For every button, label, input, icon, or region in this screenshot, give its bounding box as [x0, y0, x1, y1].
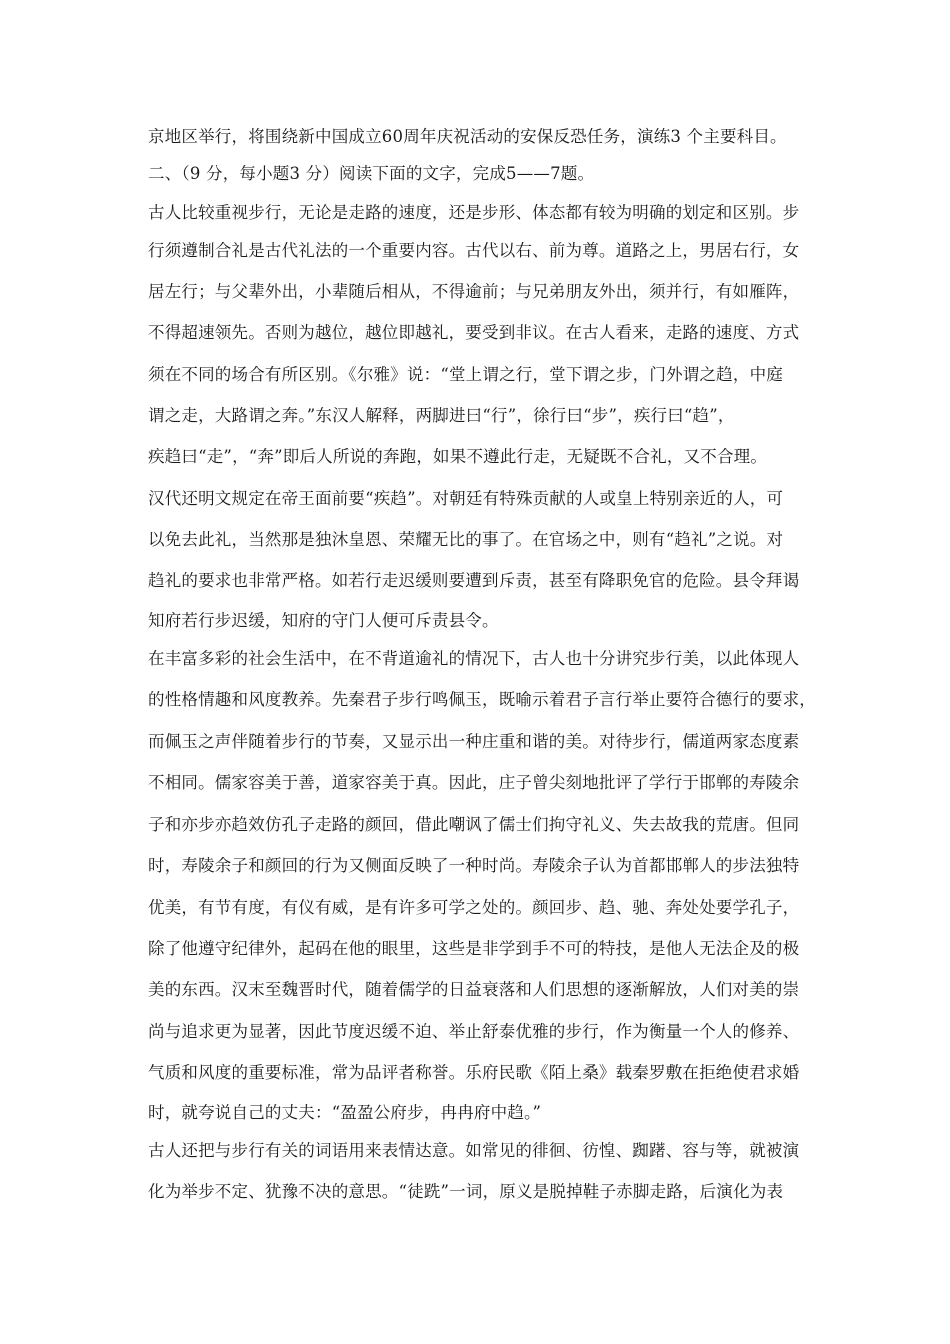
text-line: 优美，有节有度，有仪有威，是有许多可学之处的。颜回步、趋、驰、奔处处要学孔子， [148, 898, 800, 917]
question-heading: 二、（9 分，每小题3 分）阅读下面的文字，完成5——7题。 [148, 164, 595, 183]
text-line: 时，寿陵余子和颜回的行为又侧面反映了一种时尚。寿陵余子认为首都邯郸人的步法独特 [148, 856, 800, 875]
text-line: 谓之走，大路谓之奔。”东汉人解释，两脚进曰“行”，徐行曰“步”，疾行曰“趋”， [148, 406, 735, 425]
text-line: 美的东西。汉末至魏晋时代，随着儒学的日益衰落和人们思想的逐渐解放，人们对美的崇 [148, 980, 800, 999]
text-line: 时，就夸说自己的丈夫：“盈盈公府步，冉冉府中趋。” [148, 1103, 542, 1122]
text-line: 而佩玉之声伴随着步行的节奏，又显示出一种庄重和谐的美。对待步行，儒道两家态度素 [148, 732, 800, 751]
text-line: 居左行；与父辈外出，小辈随后相从，不得逾前；与兄弟朋友外出，须并行，有如雁阵， [148, 282, 800, 301]
text-line: 的性格情趣和风度教养。先秦君子步行鸣佩玉，既喻示着君子言行举止要符合德行的要求， [148, 690, 816, 709]
text-line: 古人还把与步行有关的词语用来表情达意。如常见的徘徊、彷惶、踟躇、容与等，就被演 [148, 1141, 800, 1160]
text-line: 不相同。儒家容美于善，道家容美于真。因此，庄子曾尖刻地批评了学行于邯郸的寿陵余 [148, 773, 800, 792]
text-line: 气质和风度的重要标准，常为品评者称誉。乐府民歌《陌上桑》载秦罗敷在拒绝使君求婚 [148, 1063, 800, 1082]
text-line: 汉代还明文规定在帝王面前要“疾趋”。对朝廷有特殊贡献的人或皇上特别亲近的人，可 [148, 489, 784, 508]
text-line: 以免去此礼，当然那是独沐皇恩、荣耀无比的事了。在官场之中，则有“趋礼”之说。对 [148, 530, 784, 549]
text-line: 不得超速领先。否则为越位，越位即越礼，要受到非议。在古人看来，走路的速度、方式 [148, 323, 800, 342]
text-line: 尚与追求更为显著，因此节度迟缓不迫、举止舒泰优雅的步行，作为衡量一个人的修养、 [148, 1022, 800, 1041]
text-line: 京地区举行，将围绕新中国成立60周年庆祝活动的安保反恐任务，演练3 个主要科目。 [148, 127, 787, 146]
text-line: 化为举步不定、犹豫不决的意思。“徒跣”一词，原义是脱掉鞋子赤脚走路，后演化为表 [148, 1182, 784, 1201]
text-line: 古人比较重视步行，无论是走路的速度，还是步形、体态都有较为明确的划定和区别。步 [148, 203, 800, 222]
text-line: 趋礼的要求也非常严格。如若行走迟缓则要遭到斥责，甚至有降职免官的危险。县令拜谒 [148, 571, 800, 590]
text-line: 行须遵制合礼是古代礼法的一个重要内容。古代以右、前为尊。道路之上，男居右行，女 [148, 241, 800, 260]
text-line: 除了他遵守纪律外，起码在他的眼里，这些是非学到手不可的特技，是他人无法企及的极 [148, 939, 800, 958]
text-line: 在丰富多彩的社会生活中，在不背道逾礼的情况下，古人也十分讲究步行美，以此体现人 [148, 649, 800, 668]
text-line: 须在不同的场合有所区别。《尔雅》说：“堂上谓之行，堂下谓之步，门外谓之趋，中庭 [148, 365, 783, 384]
text-line: 知府若行步迟缓，知府的守门人便可斥责县令。 [148, 611, 499, 630]
text-line: 子和亦步亦趋效仿孔子走路的颜回，借此嘲讽了儒士们拘守礼义、失去故我的荒唐。但同 [148, 815, 800, 834]
text-line: 疾趋曰“走”，“奔”即后人所说的奔跑，如果不遵此行走，无疑既不合礼，又不合理。 [148, 447, 768, 466]
